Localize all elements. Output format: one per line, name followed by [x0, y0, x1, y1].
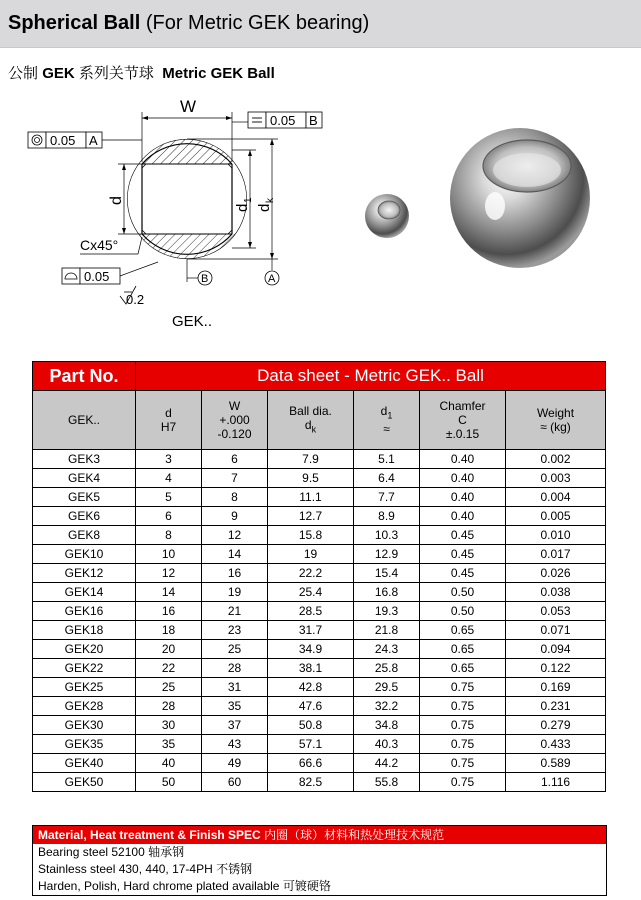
table-cell: 0.40 [420, 488, 506, 507]
table-cell: 0.017 [506, 545, 606, 564]
table-cell: 12 [202, 526, 268, 545]
table-cell: 28 [202, 659, 268, 678]
table-row [33, 545, 606, 564]
roughness-value: 0.2 [126, 292, 145, 307]
table-row [33, 602, 606, 621]
table-cell: 28.5 [268, 602, 354, 621]
material-line: Stainless steel 430, 440, 17-4PH 不锈钢 [38, 862, 253, 876]
table-cell: GEK6 [33, 507, 136, 526]
subtitle [8, 62, 275, 83]
table-cell: 37 [202, 716, 268, 735]
table-cell: 30 [136, 716, 202, 735]
table-body [33, 450, 606, 792]
table-cell: 34.8 [354, 716, 420, 735]
small-ball-photo [365, 194, 409, 238]
d-label: d [108, 196, 125, 205]
table-cell: 0.45 [420, 526, 506, 545]
table-cell: 32.2 [354, 697, 420, 716]
table-cell: GEK25 [33, 678, 136, 697]
concentricity-value: 0.05 [50, 133, 76, 148]
table-cell: GEK16 [33, 602, 136, 621]
table-cell: 16.8 [354, 583, 420, 602]
table-cell: 29.5 [354, 678, 420, 697]
table-cell: 19 [268, 545, 354, 564]
table-cell: 0.45 [420, 564, 506, 583]
table-cell: 6 [202, 450, 268, 469]
table-cell: 7.7 [354, 488, 420, 507]
table-row [33, 735, 606, 754]
table-cell: 7 [202, 469, 268, 488]
material-line: Bearing steel 52100 轴承钢 [38, 845, 185, 859]
page-header [0, 0, 641, 48]
table-cell: 0.004 [506, 488, 606, 507]
table-cell: 22.2 [268, 564, 354, 583]
table-cell: GEK40 [33, 754, 136, 773]
product-photos [355, 118, 615, 278]
table-row [33, 659, 606, 678]
table-cell: 0.65 [420, 621, 506, 640]
table-cell: 4 [136, 469, 202, 488]
table-cell: GEK35 [33, 735, 136, 754]
table-row [33, 488, 606, 507]
table-cell: 0.40 [420, 469, 506, 488]
table-cell: 82.5 [268, 773, 354, 792]
table-cell: 8 [202, 488, 268, 507]
table-cell: 31.7 [268, 621, 354, 640]
table-cell: 31 [202, 678, 268, 697]
table-cell: 21.8 [354, 621, 420, 640]
table-cell: 34.9 [268, 640, 354, 659]
table-row [33, 697, 606, 716]
material-spec [32, 825, 607, 896]
table-cell: 0.231 [506, 697, 606, 716]
diagram-caption: GEK.. [172, 313, 213, 330]
table-cell: 1.116 [506, 773, 606, 792]
table-cell: 10 [136, 545, 202, 564]
material-title: Material, Heat treatment & Finish SPEC 内圈（球）材料和热处理技术规范 [33, 826, 606, 844]
table-cell: 40.3 [354, 735, 420, 754]
table-cell: 0.122 [506, 659, 606, 678]
table-cell: 0.433 [506, 735, 606, 754]
concentricity-ref: A [89, 133, 98, 148]
table-cell: 25.8 [354, 659, 420, 678]
roundness-value: 0.05 [84, 269, 110, 284]
sheet-title: Data sheet - Metric GEK.. Ball [136, 362, 606, 391]
table-row [33, 678, 606, 697]
part-no-header: Part No. [33, 362, 136, 391]
table-cell: 11.1 [268, 488, 354, 507]
table-cell: 43 [202, 735, 268, 754]
table-cell: 24.3 [354, 640, 420, 659]
table-cell: 44.2 [354, 754, 420, 773]
table-cell: 47.6 [268, 697, 354, 716]
data-sheet [32, 361, 605, 792]
flatness-ref: B [309, 113, 318, 128]
chamfer-label: Cx45° [80, 237, 119, 253]
col-chamfer: Chamfer C ±.0.15 [420, 391, 506, 450]
table-cell: 42.8 [268, 678, 354, 697]
table-cell: 0.65 [420, 640, 506, 659]
table-row [33, 526, 606, 545]
table-cell: 0.094 [506, 640, 606, 659]
table-cell: 0.589 [506, 754, 606, 773]
table-cell: 21 [202, 602, 268, 621]
large-ball-photo [450, 128, 590, 268]
table-cell: GEK12 [33, 564, 136, 583]
table-cell: 50 [136, 773, 202, 792]
technical-drawing [20, 92, 350, 342]
table-cell: GEK4 [33, 469, 136, 488]
datum-b: B [201, 273, 209, 285]
table-cell: 25.4 [268, 583, 354, 602]
data-table [32, 361, 606, 792]
table-row [33, 773, 606, 792]
table-cell: 19.3 [354, 602, 420, 621]
table-cell: 38.1 [268, 659, 354, 678]
table-cell: 0.002 [506, 450, 606, 469]
table-cell: 0.50 [420, 583, 506, 602]
table-cell: 57.1 [268, 735, 354, 754]
table-row [33, 450, 606, 469]
table-cell: 25 [136, 678, 202, 697]
table-row [33, 621, 606, 640]
table-cell: 12 [136, 564, 202, 583]
table-cell: 28 [136, 697, 202, 716]
table-cell: 0.75 [420, 754, 506, 773]
table-cell: 35 [202, 697, 268, 716]
table-cell: 22 [136, 659, 202, 678]
table-cell: 25 [202, 640, 268, 659]
table-cell: 15.8 [268, 526, 354, 545]
datum-a: A [268, 273, 276, 285]
table-cell: 0.40 [420, 507, 506, 526]
table-cell: 23 [202, 621, 268, 640]
table-row [33, 754, 606, 773]
table-cell: GEK5 [33, 488, 136, 507]
table-cell: 7.9 [268, 450, 354, 469]
dk-sub: k [265, 198, 276, 203]
table-cell: 9 [202, 507, 268, 526]
table-cell: 8.9 [354, 507, 420, 526]
col-d1: $d_1$ ≈ [354, 391, 420, 450]
table-cell: 0.003 [506, 469, 606, 488]
table-cell: 0.010 [506, 526, 606, 545]
table-cell: 0.071 [506, 621, 606, 640]
table-cell: 0.65 [420, 659, 506, 678]
table-cell: 8 [136, 526, 202, 545]
table-cell: GEK50 [33, 773, 136, 792]
table-cell: 6 [136, 507, 202, 526]
table-row [33, 716, 606, 735]
col-gek: GEK.. [33, 391, 136, 450]
table-cell: GEK18 [33, 621, 136, 640]
table-cell: 9.5 [268, 469, 354, 488]
table-cell: 0.75 [420, 716, 506, 735]
table-cell: 16 [136, 602, 202, 621]
table-cell: 20 [136, 640, 202, 659]
material-line: Harden, Polish, Hard chrome plated available 可镀硬铬 [38, 879, 331, 893]
table-cell: GEK10 [33, 545, 136, 564]
table-cell: 12.7 [268, 507, 354, 526]
table-cell: 66.6 [268, 754, 354, 773]
table-cell: 0.75 [420, 678, 506, 697]
d1-sub: 1 [243, 197, 254, 203]
table-row [33, 564, 606, 583]
table-cell: GEK8 [33, 526, 136, 545]
table-cell: 0.169 [506, 678, 606, 697]
table-cell: 0.75 [420, 735, 506, 754]
table-cell: 0.038 [506, 583, 606, 602]
table-cell: 40 [136, 754, 202, 773]
table-cell: 10.3 [354, 526, 420, 545]
subtitle-en: Metric GEK Ball [162, 65, 275, 82]
table-cell: 0.40 [420, 450, 506, 469]
w-label: W [180, 97, 197, 116]
d1-label: d [234, 203, 251, 212]
table-cell: 49 [202, 754, 268, 773]
table-cell: 6.4 [354, 469, 420, 488]
table-cell: 18 [136, 621, 202, 640]
page-title [8, 12, 369, 35]
table-row [33, 583, 606, 602]
table-cell: GEK22 [33, 659, 136, 678]
table-cell: 5.1 [354, 450, 420, 469]
table-cell: GEK28 [33, 697, 136, 716]
table-cell: 60 [202, 773, 268, 792]
flatness-value: 0.05 [270, 113, 296, 128]
table-row [33, 507, 606, 526]
subtitle-cn-prefix: 公制 [8, 65, 39, 82]
table-cell: 0.279 [506, 716, 606, 735]
table-cell: 35 [136, 735, 202, 754]
table-cell: 0.026 [506, 564, 606, 583]
table-cell: 14 [202, 545, 268, 564]
title-bold: Spherical Ball [8, 12, 141, 34]
table-cell: 15.4 [354, 564, 420, 583]
table-cell: GEK14 [33, 583, 136, 602]
table-cell: 5 [136, 488, 202, 507]
table-cell: 0.005 [506, 507, 606, 526]
dk-label: d [256, 203, 273, 212]
col-weight: Weight ≈ (kg) [506, 391, 606, 450]
table-cell: 0.50 [420, 602, 506, 621]
table-row [33, 640, 606, 659]
table-cell: 0.75 [420, 697, 506, 716]
table-cell: 19 [202, 583, 268, 602]
table-cell: 16 [202, 564, 268, 583]
table-cell: GEK3 [33, 450, 136, 469]
table-cell: 12.9 [354, 545, 420, 564]
table-cell: 0.45 [420, 545, 506, 564]
title-rest: (For Metric GEK bearing) [145, 12, 370, 34]
table-row [33, 469, 606, 488]
subtitle-cn-suffix: 系列关节球 [78, 65, 154, 82]
subtitle-series: GEK [42, 65, 75, 82]
table-cell: 3 [136, 450, 202, 469]
table-cell: 0.053 [506, 602, 606, 621]
table-cell: 50.8 [268, 716, 354, 735]
col-d: d H7 [136, 391, 202, 450]
col-w: W +.000 -0.120 [202, 391, 268, 450]
table-cell: 0.75 [420, 773, 506, 792]
table-cell: GEK30 [33, 716, 136, 735]
col-ball-dia: Ball dia. $d_k$ [268, 391, 354, 450]
table-cell: 55.8 [354, 773, 420, 792]
table-cell: GEK20 [33, 640, 136, 659]
table-cell: 14 [136, 583, 202, 602]
